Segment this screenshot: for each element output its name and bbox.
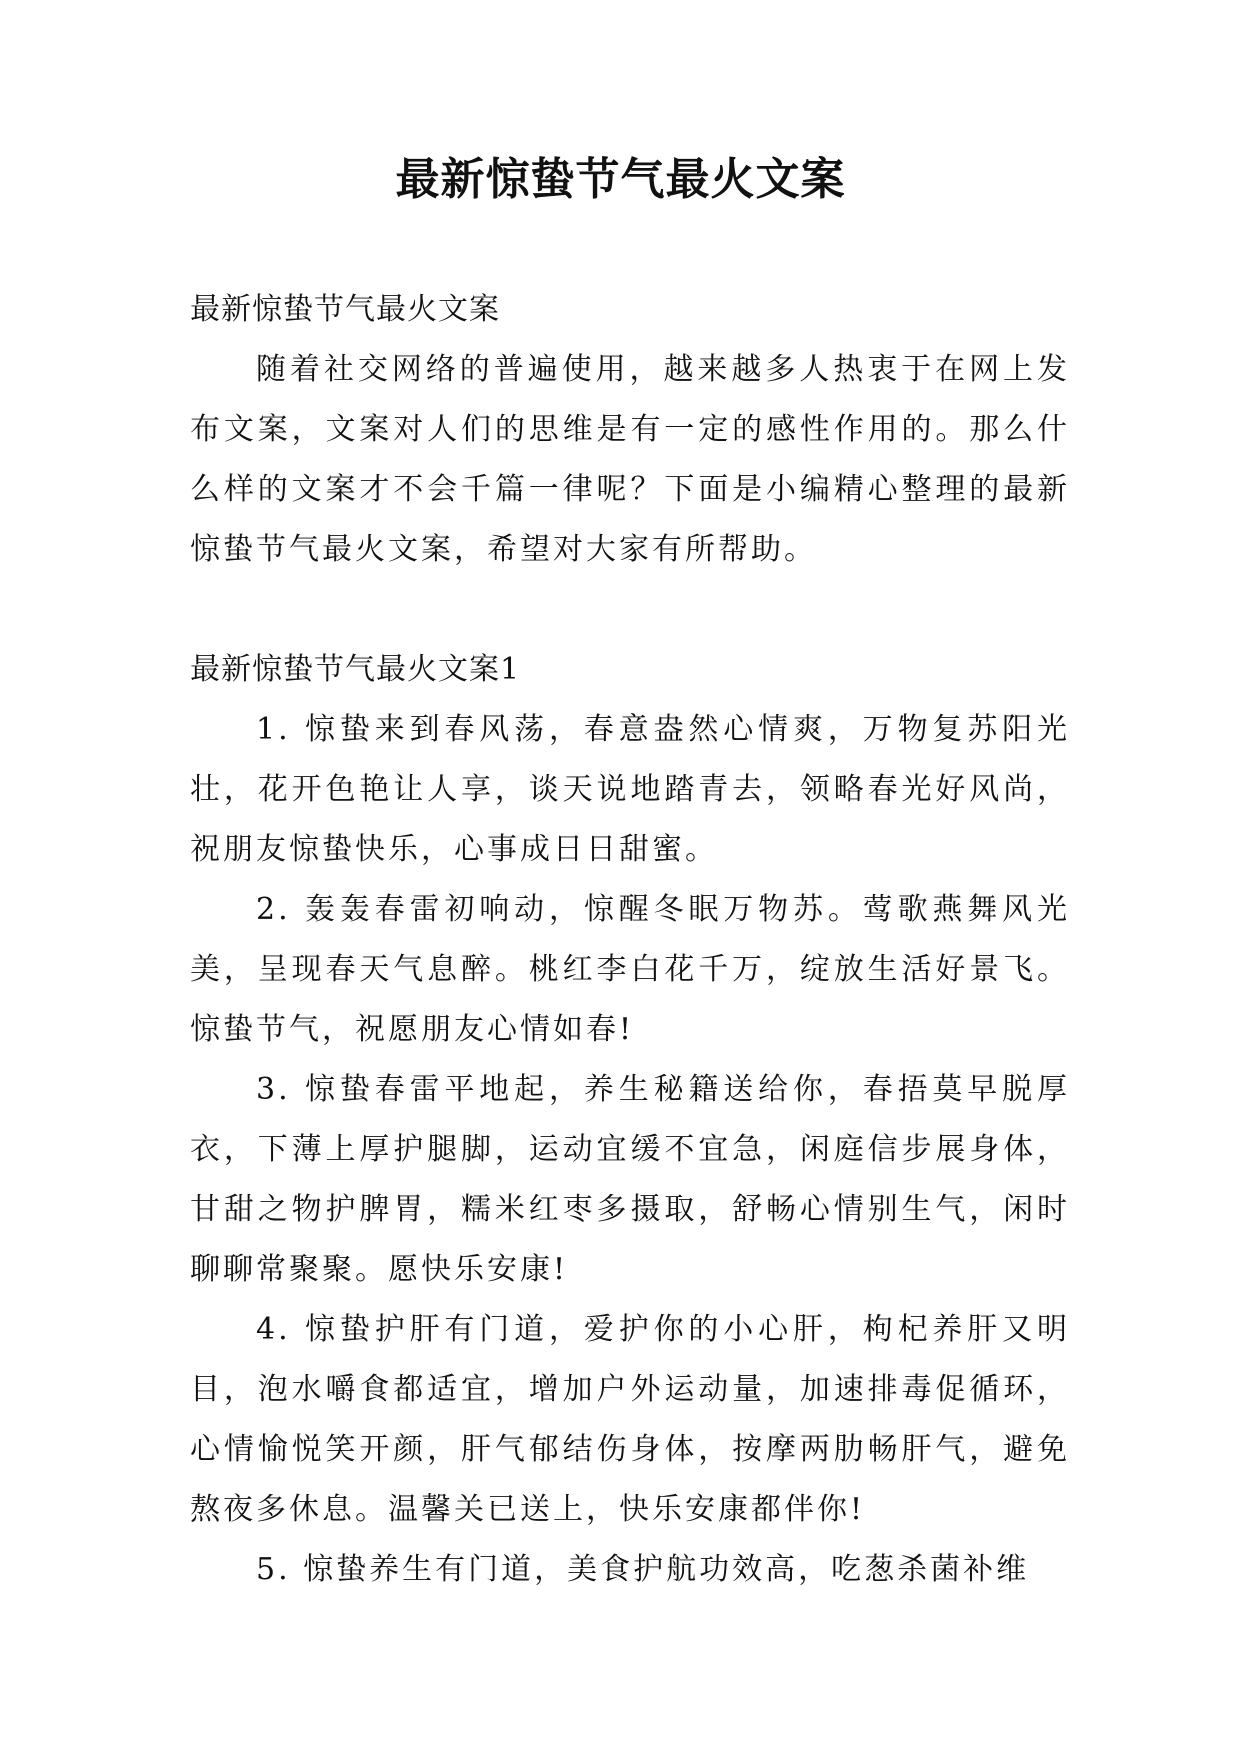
list-item-3: 3. 惊蛰春雷平地起，养生秘籍送给你，春捂莫早脱厚衣，下薄上厚护腿脚，运动宜缓不宜急，闲庭信步展身体，甘甜之物护脾胃，糯米红枣多摄取，舒畅心情别生气，闲时聊聊常聚聚。愿快乐安康! xyxy=(190,1072,1070,1287)
document-subtitle: 最新惊蛰节气最火文案 xyxy=(190,292,500,327)
document-body xyxy=(190,280,1070,1600)
document-title: 最新惊蛰节气最火文案 xyxy=(395,154,846,205)
section-heading: 最新惊蛰节气最火文案1 xyxy=(190,652,521,687)
list-item-1: 1. 惊蛰来到春风荡，春意盎然心情爽，万物复苏阳光壮，花开色艳让人享，谈天说地踏青去，领略春光好风尚，祝朋友惊蛰快乐，心事成日日甜蜜。 xyxy=(190,712,1070,867)
list-item-4: 4. 惊蛰护肝有门道，爱护你的小心肝，枸杞养肝又明目，泡水嚼食都适宜，增加户外运动量，加速排毒促循环，心情愉悦笑开颜，肝气郁结伤身体，按摩两肋畅肝气，避免熬夜多休息。温馨关已送上，快乐安康都伴你! xyxy=(190,1312,1070,1527)
list-item-5: 5. 惊蛰养生有门道，美食护航功效高，吃葱杀菌补维 xyxy=(256,1552,1030,1587)
section-spacer xyxy=(190,580,1070,640)
intro-paragraph: 随着社交网络的普遍使用，越来越多人热衷于在网上发布文案，文案对人们的思维是有一定的感性作用的。那么什么样的文案才不会千篇一律呢？下面是小编精心整理的最新惊蛰节气最火文案，希望对大家有所帮助。 xyxy=(190,352,1070,567)
list-item-2: 2. 轰轰春雷初响动，惊醒冬眠万物苏。莺歌燕舞风光美，呈现春天气息醉。桃红李白花千万，绽放生活好景飞。惊蛰节气，祝愿朋友心情如春! xyxy=(190,892,1070,1047)
